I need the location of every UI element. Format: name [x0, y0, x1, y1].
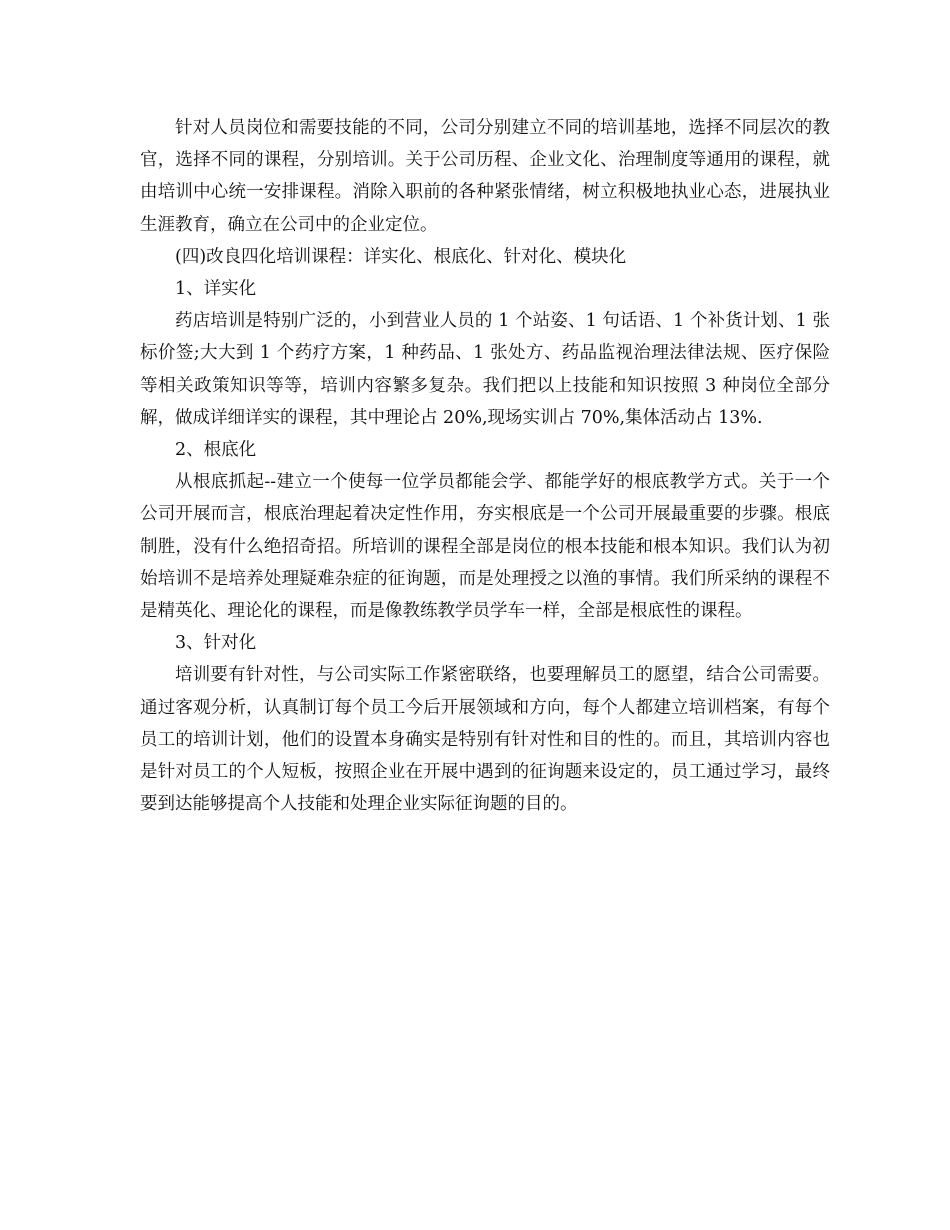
subheading-fundamental: 2、根底化 [175, 440, 257, 461]
subheading-detailed: 1、详实化 [175, 279, 257, 300]
paragraph-detailed: 药店培训是特别广泛的，小到营业人员的 1 个站姿、1 句话语、1 个补货计划、1 张标价签;大大到 1 个药疗方案，1 种药品、1 张处方、药品监视治理法律法规、医疗保险等相关政策知识等等，培训内容繁多复杂。我们把以上技能和知识按照 3 种岗位全部分解，做成详细详实的课程，其中理论占 20%,现场实训占 70%,集体活动占 13%. [140, 311, 830, 428]
paragraph-targeted: 培训要有针对性，与公司实际工作紧密联络，也要理解员工的愿望，结合公司需要。通过客观分析，认真制订每个员工今后开展领域和方向，每个人都建立培训档案，有每个员工的培训计划，他们的设置本身确实是特别有针对性和目的性的。而且，其培训内容也是针对员工的个人短板，按照企业在开展中遇到的征询题来设定的，员工通过学习，最终要到达能够提高个人技能和处理企业实际征询题的目的。 [140, 665, 830, 815]
document-body [140, 112, 830, 820]
paragraph-training-base: 针对人员岗位和需要技能的不同，公司分别建立不同的培训基地，选择不同层次的教官，选择不同的课程，分别培训。关于公司历程、企业文化、治理制度等通用的课程，就由培训中心统一安排课程。消除入职前的各种紧张情绪，树立积极地执业心态，进展执业生涯教育，确立在公司中的企业定位。 [140, 118, 830, 235]
section-heading-four-courses: (四)改良四化培训课程：详实化、根底化、针对化、模块化 [175, 246, 627, 267]
paragraph-fundamental: 从根底抓起--建立一个使每一位学员都能会学、都能学好的根底教学方式。关于一个公司开展而言，根底治理起着决定性作用，夯实根底是一个公司开展最重要的步骤。根底制胜，没有什么绝招奇招。所培训的课程全部是岗位的根本技能和根本知识。我们认为初始培训不是培养处理疑难杂症的征询题，而是处理授之以渔的事情。我们所采纳的课程不是精英化、理论化的课程，而是像教练教学员学车一样，全部是根底性的课程。 [140, 472, 830, 622]
subheading-targeted: 3、针对化 [175, 633, 257, 654]
